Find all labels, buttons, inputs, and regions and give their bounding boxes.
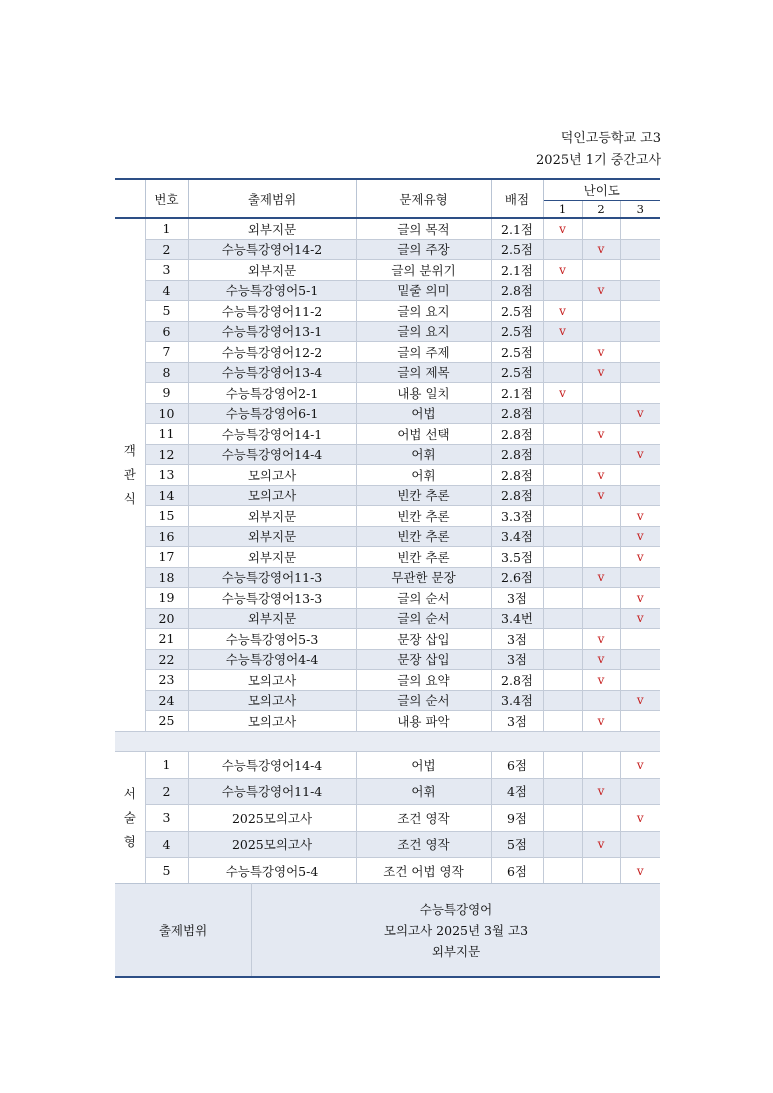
question-type: 글의 요지	[356, 301, 491, 322]
question-range: 모의고사	[188, 465, 356, 486]
question-range: 수능특강영어13-3	[188, 588, 356, 609]
objective-group-label-char: 관	[123, 466, 136, 482]
question-points: 3.4점	[491, 526, 543, 547]
difficulty-3-cell	[620, 567, 660, 588]
question-range: 수능특강영어4-4	[188, 649, 356, 670]
question-range: 수능특강영어14-1	[188, 424, 356, 445]
question-range: 수능특강영어11-4	[188, 778, 356, 805]
difficulty-check-mark: v	[582, 362, 620, 383]
difficulty-3-cell	[620, 362, 660, 383]
question-range: 수능특강영어5-3	[188, 629, 356, 650]
difficulty-check-mark: v	[582, 485, 620, 506]
difficulty-3-cell	[620, 831, 660, 858]
question-range: 모의고사	[188, 670, 356, 691]
question-points: 3.4점	[491, 690, 543, 711]
question-type: 글의 분위기	[356, 260, 491, 281]
col-range: 출제범위	[188, 179, 356, 218]
difficulty-check-mark: v	[620, 858, 660, 885]
question-points: 2.5점	[491, 362, 543, 383]
question-number: 18	[145, 567, 188, 588]
difficulty-1-cell	[543, 239, 582, 260]
question-type: 조건 어법 영작	[356, 858, 491, 885]
question-type: 글의 요약	[356, 670, 491, 691]
question-number: 3	[145, 805, 188, 832]
corner-cell	[115, 179, 145, 218]
difficulty-check-mark: v	[620, 526, 660, 547]
difficulty-1-cell	[543, 778, 582, 805]
difficulty-check-mark: v	[620, 752, 660, 779]
question-type: 글의 순서	[356, 608, 491, 629]
difficulty-3-cell	[620, 218, 660, 239]
difficulty-check-mark: v	[543, 383, 582, 404]
difficulty-3-cell	[620, 465, 660, 486]
question-type: 밑줄 의미	[356, 280, 491, 301]
question-points: 2.8점	[491, 670, 543, 691]
difficulty-2-cell	[582, 690, 620, 711]
question-number: 15	[145, 506, 188, 527]
question-type: 문장 삽입	[356, 629, 491, 650]
question-number: 14	[145, 485, 188, 506]
question-number: 6	[145, 321, 188, 342]
table-row	[115, 588, 660, 609]
question-points: 2.6점	[491, 567, 543, 588]
table-row	[115, 567, 660, 588]
question-points: 6점	[491, 858, 543, 885]
question-number: 12	[145, 444, 188, 465]
difficulty-1-cell	[543, 280, 582, 301]
question-points: 2.5점	[491, 321, 543, 342]
difficulty-2-cell	[582, 383, 620, 404]
difficulty-check-mark: v	[582, 649, 620, 670]
table-row	[115, 805, 660, 832]
difficulty-1-cell	[543, 649, 582, 670]
difficulty-2-cell	[582, 608, 620, 629]
difficulty-3-cell	[620, 260, 660, 281]
difficulty-1-cell	[543, 526, 582, 547]
difficulty-1-cell	[543, 670, 582, 691]
table-row	[115, 444, 660, 465]
table-row	[115, 260, 660, 281]
difficulty-2-cell	[582, 752, 620, 779]
col-difficulty: 난이도	[543, 179, 660, 201]
difficulty-check-mark: v	[582, 465, 620, 486]
question-range: 외부지문	[188, 526, 356, 547]
table-row	[115, 752, 660, 779]
question-type: 빈칸 추론	[356, 485, 491, 506]
question-range: 수능특강영어14-4	[188, 752, 356, 779]
question-number: 25	[145, 711, 188, 732]
table-row	[115, 280, 660, 301]
question-number: 2	[145, 239, 188, 260]
question-type: 글의 주장	[356, 239, 491, 260]
question-type: 내용 일치	[356, 383, 491, 404]
col-type: 문제유형	[356, 179, 491, 218]
question-type: 어법 선택	[356, 424, 491, 445]
question-type: 글의 주제	[356, 342, 491, 363]
difficulty-2-cell	[582, 218, 620, 239]
table-row	[115, 690, 660, 711]
table-row	[115, 424, 660, 445]
question-type: 글의 순서	[356, 588, 491, 609]
question-points: 2.1점	[491, 218, 543, 239]
difficulty-1-cell	[543, 608, 582, 629]
objective-group-label	[115, 218, 145, 731]
question-number: 2	[145, 778, 188, 805]
question-number: 13	[145, 465, 188, 486]
question-range: 수능특강영어14-2	[188, 239, 356, 260]
difficulty-2-cell	[582, 547, 620, 568]
question-type: 어휘	[356, 465, 491, 486]
difficulty-1-cell	[543, 567, 582, 588]
difficulty-check-mark: v	[620, 506, 660, 527]
difficulty-2-cell	[582, 506, 620, 527]
subjective-section	[115, 752, 660, 885]
difficulty-check-mark: v	[543, 321, 582, 342]
question-points: 2.8점	[491, 465, 543, 486]
objective-group-label-char: 객	[123, 442, 136, 458]
question-number: 23	[145, 670, 188, 691]
difficulty-3-cell	[620, 321, 660, 342]
question-number: 19	[145, 588, 188, 609]
difficulty-check-mark: v	[582, 239, 620, 260]
table-row	[115, 485, 660, 506]
difficulty-3-cell	[620, 342, 660, 363]
difficulty-2-cell	[582, 858, 620, 885]
question-range: 수능특강영어12-2	[188, 342, 356, 363]
question-range: 외부지문	[188, 547, 356, 568]
exam-table	[115, 178, 660, 885]
difficulty-1-cell	[543, 690, 582, 711]
question-points: 4점	[491, 778, 543, 805]
question-points: 9점	[491, 805, 543, 832]
question-points: 2.8점	[491, 444, 543, 465]
range-summary-label: 출제범위	[115, 884, 252, 978]
difficulty-check-mark: v	[582, 778, 620, 805]
difficulty-1-cell	[543, 547, 582, 568]
subjective-group-label	[115, 752, 145, 885]
question-points: 2.1점	[491, 260, 543, 281]
question-number: 22	[145, 649, 188, 670]
col-num: 번호	[145, 179, 188, 218]
difficulty-3-cell	[620, 301, 660, 322]
question-number: 21	[145, 629, 188, 650]
difficulty-1-cell	[543, 342, 582, 363]
difficulty-check-mark: v	[582, 670, 620, 691]
difficulty-check-mark: v	[620, 403, 660, 424]
question-range: 모의고사	[188, 711, 356, 732]
difficulty-check-mark: v	[582, 711, 620, 732]
difficulty-3-cell	[620, 649, 660, 670]
question-points: 5점	[491, 831, 543, 858]
difficulty-2-cell	[582, 260, 620, 281]
col-level-2: 2	[582, 201, 620, 219]
question-points: 2.1점	[491, 383, 543, 404]
question-range: 수능특강영어11-3	[188, 567, 356, 588]
question-number: 11	[145, 424, 188, 445]
objective-section	[115, 218, 660, 731]
difficulty-check-mark: v	[543, 260, 582, 281]
question-type: 문장 삽입	[356, 649, 491, 670]
table-row	[115, 629, 660, 650]
difficulty-2-cell	[582, 301, 620, 322]
question-type: 글의 순서	[356, 690, 491, 711]
question-range: 외부지문	[188, 260, 356, 281]
difficulty-1-cell	[543, 444, 582, 465]
range-summary	[115, 883, 660, 978]
question-points: 3.4번	[491, 608, 543, 629]
difficulty-1-cell	[543, 403, 582, 424]
question-type: 어휘	[356, 778, 491, 805]
question-number: 1	[145, 218, 188, 239]
difficulty-check-mark: v	[582, 831, 620, 858]
table-row	[115, 383, 660, 404]
difficulty-1-cell	[543, 805, 582, 832]
difficulty-check-mark: v	[582, 629, 620, 650]
question-points: 2.8점	[491, 403, 543, 424]
table-row	[115, 465, 660, 486]
subjective-group-label-char: 술	[123, 809, 136, 825]
question-number: 16	[145, 526, 188, 547]
range-summary-values	[252, 884, 661, 978]
difficulty-3-cell	[620, 485, 660, 506]
question-type: 조건 영작	[356, 831, 491, 858]
question-points: 2.5점	[491, 301, 543, 322]
difficulty-2-cell	[582, 444, 620, 465]
question-points: 6점	[491, 752, 543, 779]
table-row	[115, 362, 660, 383]
table-row	[115, 301, 660, 322]
table-row	[115, 321, 660, 342]
question-number: 10	[145, 403, 188, 424]
difficulty-2-cell	[582, 526, 620, 547]
school-name: 덕인고등학교 고3	[560, 131, 661, 146]
question-number: 8	[145, 362, 188, 383]
table-row	[115, 831, 660, 858]
question-number: 5	[145, 858, 188, 885]
table-row	[115, 547, 660, 568]
difficulty-1-cell	[543, 485, 582, 506]
difficulty-1-cell	[543, 629, 582, 650]
question-number: 24	[145, 690, 188, 711]
col-level-1: 1	[543, 201, 582, 219]
question-points: 2.5점	[491, 239, 543, 260]
question-range: 수능특강영어5-4	[188, 858, 356, 885]
question-range: 수능특강영어6-1	[188, 403, 356, 424]
difficulty-1-cell	[543, 752, 582, 779]
difficulty-1-cell	[543, 831, 582, 858]
difficulty-1-cell	[543, 424, 582, 445]
table-row	[115, 218, 660, 239]
question-points: 2.8점	[491, 424, 543, 445]
difficulty-1-cell	[543, 858, 582, 885]
question-points: 3.3점	[491, 506, 543, 527]
question-points: 3점	[491, 588, 543, 609]
subjective-group-label-char: 서	[123, 785, 136, 801]
question-range: 2025모의고사	[188, 831, 356, 858]
question-number: 9	[145, 383, 188, 404]
question-points: 3점	[491, 711, 543, 732]
difficulty-2-cell	[582, 588, 620, 609]
difficulty-1-cell	[543, 465, 582, 486]
question-range: 수능특강영어5-1	[188, 280, 356, 301]
question-number: 20	[145, 608, 188, 629]
col-level-3: 3	[620, 201, 660, 219]
question-type: 글의 목적	[356, 218, 491, 239]
question-range: 모의고사	[188, 485, 356, 506]
question-range: 외부지문	[188, 608, 356, 629]
table-row	[115, 778, 660, 805]
range-line: 수능특강영어	[419, 901, 493, 917]
question-number: 4	[145, 831, 188, 858]
range-line: 모의고사 2025년 3월 고3	[383, 922, 529, 938]
question-range: 모의고사	[188, 690, 356, 711]
exam-title: 2025년 1기 중간고사	[536, 153, 661, 168]
question-range: 외부지문	[188, 506, 356, 527]
difficulty-1-cell	[543, 588, 582, 609]
section-gap	[115, 731, 660, 752]
question-range: 2025모의고사	[188, 805, 356, 832]
difficulty-3-cell	[620, 239, 660, 260]
question-type: 어법	[356, 752, 491, 779]
question-type: 글의 요지	[356, 321, 491, 342]
difficulty-check-mark: v	[620, 547, 660, 568]
question-number: 7	[145, 342, 188, 363]
question-type: 어휘	[356, 444, 491, 465]
objective-group-label-char: 식	[123, 490, 136, 506]
question-range: 수능특강영어2-1	[188, 383, 356, 404]
question-number: 5	[145, 301, 188, 322]
difficulty-3-cell	[620, 383, 660, 404]
difficulty-check-mark: v	[543, 301, 582, 322]
question-number: 1	[145, 752, 188, 779]
question-range: 수능특강영어14-4	[188, 444, 356, 465]
difficulty-3-cell	[620, 670, 660, 691]
question-range: 외부지문	[188, 218, 356, 239]
difficulty-check-mark: v	[582, 424, 620, 445]
difficulty-3-cell	[620, 629, 660, 650]
question-points: 2.8점	[491, 485, 543, 506]
difficulty-3-cell	[620, 280, 660, 301]
question-type: 어법	[356, 403, 491, 424]
difficulty-check-mark: v	[582, 342, 620, 363]
difficulty-check-mark: v	[620, 444, 660, 465]
difficulty-check-mark: v	[582, 567, 620, 588]
difficulty-1-cell	[543, 362, 582, 383]
difficulty-2-cell	[582, 403, 620, 424]
difficulty-3-cell	[620, 424, 660, 445]
question-points: 3점	[491, 649, 543, 670]
question-type: 내용 파악	[356, 711, 491, 732]
table-row	[115, 670, 660, 691]
table-row	[115, 608, 660, 629]
table-row	[115, 649, 660, 670]
difficulty-check-mark: v	[620, 608, 660, 629]
subjective-group-label-char: 형	[123, 833, 136, 849]
table-row	[115, 711, 660, 732]
difficulty-check-mark: v	[620, 588, 660, 609]
question-points: 3점	[491, 629, 543, 650]
difficulty-check-mark: v	[620, 690, 660, 711]
difficulty-3-cell	[620, 711, 660, 732]
table-row	[115, 526, 660, 547]
range-line: 외부지문	[431, 943, 481, 959]
question-points: 2.8점	[491, 280, 543, 301]
col-points: 배점	[491, 179, 543, 218]
difficulty-1-cell	[543, 711, 582, 732]
question-points: 3.5점	[491, 547, 543, 568]
table-row	[115, 858, 660, 885]
table-row	[115, 403, 660, 424]
question-type: 빈칸 추론	[356, 506, 491, 527]
question-type: 무관한 문장	[356, 567, 491, 588]
difficulty-2-cell	[582, 805, 620, 832]
question-number: 4	[145, 280, 188, 301]
question-type: 빈칸 추론	[356, 547, 491, 568]
question-type: 조건 영작	[356, 805, 491, 832]
question-number: 17	[145, 547, 188, 568]
question-number: 3	[145, 260, 188, 281]
question-range: 수능특강영어13-1	[188, 321, 356, 342]
table-row	[115, 506, 660, 527]
question-range: 수능특강영어13-4	[188, 362, 356, 383]
question-type: 빈칸 추론	[356, 526, 491, 547]
table-row	[115, 239, 660, 260]
table-row	[115, 342, 660, 363]
difficulty-check-mark: v	[543, 218, 582, 239]
difficulty-1-cell	[543, 506, 582, 527]
difficulty-3-cell	[620, 778, 660, 805]
question-range: 수능특강영어11-2	[188, 301, 356, 322]
difficulty-check-mark: v	[582, 280, 620, 301]
question-type: 글의 제목	[356, 362, 491, 383]
question-points: 2.5점	[491, 342, 543, 363]
difficulty-2-cell	[582, 321, 620, 342]
difficulty-check-mark: v	[620, 805, 660, 832]
